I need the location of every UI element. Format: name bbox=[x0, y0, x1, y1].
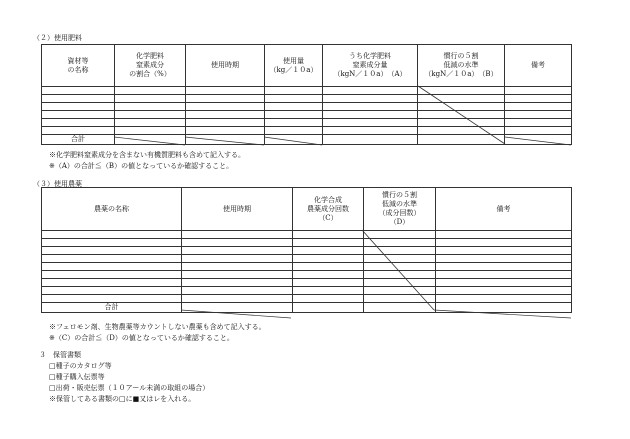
fertilizer-input-row[interactable] bbox=[42, 87, 572, 95]
col-pesticide-name: 農薬の名称 bbox=[42, 188, 182, 231]
fertilizer-section-heading: （２）使用肥料 bbox=[33, 34, 82, 42]
documents-section-heading: ３ 保管書類 bbox=[39, 351, 81, 359]
fertilizer-input-row[interactable] bbox=[42, 119, 572, 127]
pesticide-input-row[interactable] bbox=[42, 247, 572, 255]
col-pesticide-remarks: 備考 bbox=[436, 188, 572, 231]
fertilizer-table bbox=[41, 44, 572, 145]
col-usage-period: 使用時期 bbox=[186, 45, 265, 87]
pesticide-total-row bbox=[42, 303, 572, 313]
pesticide-input-row[interactable] bbox=[42, 271, 572, 279]
col-material-name: 資材等 の名称 bbox=[42, 45, 115, 87]
fertilizer-input-row[interactable] bbox=[42, 103, 572, 111]
col-reduction-level-d: 慣行の５割 低減の水準 （成分回数） （D） bbox=[364, 188, 436, 231]
pesticide-table bbox=[41, 187, 572, 313]
documents-note: ※保管してある書類の□に■又はレを入れる。 bbox=[49, 395, 196, 403]
col-reduction-level-b: 慣行の５割 低減の水準 （kgN／１０a） （B） bbox=[418, 45, 505, 87]
pesticide-input-row[interactable] bbox=[42, 231, 572, 239]
col-chemical-count-c: 化学合成 農薬成分回数 （C） bbox=[293, 188, 364, 231]
col-nitrogen-ratio: 化学肥料 窒素成分 の割合（%） bbox=[115, 45, 186, 87]
pesticide-input-row[interactable] bbox=[42, 279, 572, 287]
fertilizer-note-1: ※化学肥料窒素成分を含まない有機質肥料も含めて記入する。 bbox=[49, 151, 245, 159]
pesticide-note-2: ※（C）の合計≦（D）の値となっているか確認すること。 bbox=[49, 334, 234, 342]
document-item-seed-catalog[interactable]: □種子のカタログ等 bbox=[49, 362, 112, 370]
col-remarks: 備考 bbox=[505, 45, 572, 87]
pesticide-section-heading: （３）使用農薬 bbox=[33, 180, 82, 188]
fertilizer-total-row bbox=[42, 135, 572, 145]
fertilizer-note-2: ※（A）の合計≦（B）の値となっているか確認すること。 bbox=[49, 162, 234, 170]
pesticide-input-row[interactable] bbox=[42, 287, 572, 295]
fertilizer-input-row[interactable] bbox=[42, 127, 572, 135]
pesticide-input-row[interactable] bbox=[42, 255, 572, 263]
fertilizer-total-label: 合計 bbox=[42, 135, 115, 145]
fertilizer-input-row[interactable] bbox=[42, 95, 572, 103]
col-pesticide-usage-period: 使用時期 bbox=[182, 188, 293, 231]
pesticide-total-label: 合計 bbox=[42, 303, 182, 313]
document-item-shipping-slip[interactable]: □出荷・販売伝票（１０アール未満の取組の場合） bbox=[49, 384, 210, 392]
col-chemical-nitrogen-a: うち化学肥料 窒素成分量 （kgN／１０a） （A） bbox=[323, 45, 418, 87]
pesticide-input-row[interactable] bbox=[42, 295, 572, 303]
pesticide-input-row[interactable] bbox=[42, 239, 572, 247]
document-item-seed-purchase-slip[interactable]: □種子購入伝票等 bbox=[49, 373, 105, 381]
fertilizer-input-row[interactable] bbox=[42, 111, 572, 119]
pesticide-note-1: ※フェロモン剤、生物農薬等カウントしない農薬も含めて記入する。 bbox=[49, 323, 266, 331]
pesticide-input-row[interactable] bbox=[42, 263, 572, 271]
col-usage-amount: 使用量 （kg／１０a） bbox=[265, 45, 323, 87]
